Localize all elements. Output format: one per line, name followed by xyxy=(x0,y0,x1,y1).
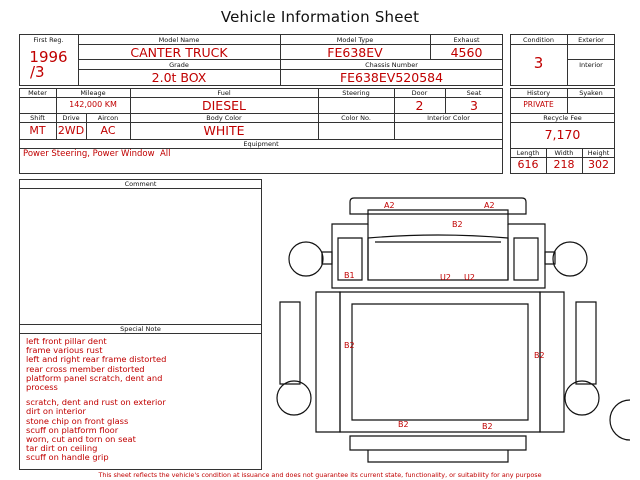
fuel-label: Fuel xyxy=(217,89,231,97)
special-note-line: left front pillar dent xyxy=(26,336,107,346)
grade-value: 2.0t BOX xyxy=(151,70,207,85)
damage-mark-rear-left: B2 xyxy=(398,420,409,429)
meter-label: Meter xyxy=(28,89,47,97)
chassis-value: FE638EV520584 xyxy=(339,70,444,85)
width-value: 218 xyxy=(553,158,575,171)
right-side-panel xyxy=(540,292,564,432)
special-note-line: left and right rear frame distorted xyxy=(26,354,167,365)
truck-damage-diagram xyxy=(270,180,630,470)
damage-mark-right-bed: B2 xyxy=(534,351,545,360)
syaken-label: Syaken xyxy=(579,89,603,97)
special-note-line: process xyxy=(26,382,58,393)
width-label: Width xyxy=(554,149,574,157)
exterior-label: Exterior xyxy=(578,36,604,44)
recycle-value: 7,170 xyxy=(544,127,581,142)
equipment-value: Power Steering, Power Window All xyxy=(23,149,171,159)
shift-value: MT xyxy=(29,124,46,137)
damage-mark-left-bed: B2 xyxy=(344,341,355,350)
damage-mark-center-1: U2 xyxy=(440,273,451,282)
disclaimer-footer: This sheet reflects the vehicle's condition at issuance and does not guarantee its current state, functionality, or suitability for any purpose xyxy=(98,471,542,479)
drive-value: 2WD xyxy=(57,124,85,137)
recycle-label: Recycle Fee xyxy=(543,114,582,122)
model-type-label: Model Type xyxy=(336,36,374,44)
rear-left-wheel xyxy=(277,381,311,415)
damage-mark-center-2: U2 xyxy=(464,273,475,282)
special-note-line: platform panel scratch, dent and xyxy=(26,372,163,383)
rear-right-wheel xyxy=(565,381,599,415)
model-name-label: Model Name xyxy=(158,36,200,44)
front-left-wheel xyxy=(289,242,323,276)
special-note-line: scuff on platform floor xyxy=(26,424,119,435)
special-note-line: dirt on interior xyxy=(26,406,86,417)
special-note-line: frame various rust xyxy=(26,345,103,356)
steering-label: Steering xyxy=(342,89,370,97)
aircon-value: AC xyxy=(100,124,116,137)
comment-label: Comment xyxy=(124,180,157,188)
special-note-line: rear cross member distorted xyxy=(26,363,145,374)
history-value: PRIVATE xyxy=(523,100,554,109)
damage-mark-front-right: A2 xyxy=(484,201,495,210)
special-note-line: stone chip on front glass xyxy=(26,415,129,426)
body-color-label: Body Color xyxy=(206,114,242,122)
grade-label: Grade xyxy=(169,61,189,69)
exhaust-value: 4560 xyxy=(450,45,483,60)
equipment-label: Equipment xyxy=(243,140,279,148)
damage-mark-left-cab: B1 xyxy=(344,271,355,280)
height-value: 302 xyxy=(588,158,609,171)
door-value: 2 xyxy=(415,98,424,113)
damage-mark-front-left: A2 xyxy=(384,201,395,210)
special-note-line: worn, cut and torn on seat xyxy=(26,434,136,445)
interior-label: Interior xyxy=(579,61,603,69)
condition-value: 3 xyxy=(533,54,544,72)
front-right-wheel xyxy=(553,242,587,276)
color-no-label: Color No. xyxy=(341,114,371,122)
front-bumper-top xyxy=(350,198,526,214)
door-label: Door xyxy=(411,89,428,97)
body-color-value: WHITE xyxy=(203,123,245,138)
seat-label: Seat xyxy=(466,89,482,97)
fuel-value: DIESEL xyxy=(201,98,246,113)
height-label: Height xyxy=(587,149,610,157)
model-name-value: CANTER TRUCK xyxy=(130,45,228,60)
special-note-line: tar dirt on ceiling xyxy=(26,443,98,454)
page-title: Vehicle Information Sheet xyxy=(220,8,420,26)
mileage-label: Mileage xyxy=(80,89,106,97)
mileage-value: 142,000 KM xyxy=(69,100,117,109)
drive-label: Drive xyxy=(62,114,80,122)
length-label: Length xyxy=(516,149,540,157)
length-value: 616 xyxy=(517,158,539,171)
spare-wheel xyxy=(610,400,630,440)
right-door xyxy=(514,238,538,280)
first-reg-label: First Reg. xyxy=(33,36,64,44)
shift-label: Shift xyxy=(30,114,45,122)
special-note-label: Special Note xyxy=(120,325,161,333)
damage-mark-rear-right: B2 xyxy=(482,422,493,431)
model-type-value: FE638EV xyxy=(327,45,383,60)
special-notes-list xyxy=(26,337,258,463)
exhaust-label: Exhaust xyxy=(453,36,480,44)
first-reg-month: /3 xyxy=(30,63,45,81)
interior-color-label: Interior Color xyxy=(427,114,470,122)
history-label: History xyxy=(526,89,551,97)
seat-value: 3 xyxy=(470,98,478,113)
special-note-line: scuff on handle grip xyxy=(26,452,109,463)
aircon-label: Aircon xyxy=(97,114,119,122)
cargo-bed xyxy=(340,292,540,432)
rear-bumper xyxy=(350,436,526,450)
damage-mark-front-top: B2 xyxy=(452,220,463,229)
condition-label: Condition xyxy=(522,36,555,44)
chassis-label: Chassis Number xyxy=(365,61,418,69)
left-side-panel xyxy=(316,292,340,432)
first-reg-year: 1996 xyxy=(29,48,68,66)
cab-top-view xyxy=(332,210,545,288)
special-note-line: scratch, dent and rust on exterior xyxy=(26,397,166,408)
